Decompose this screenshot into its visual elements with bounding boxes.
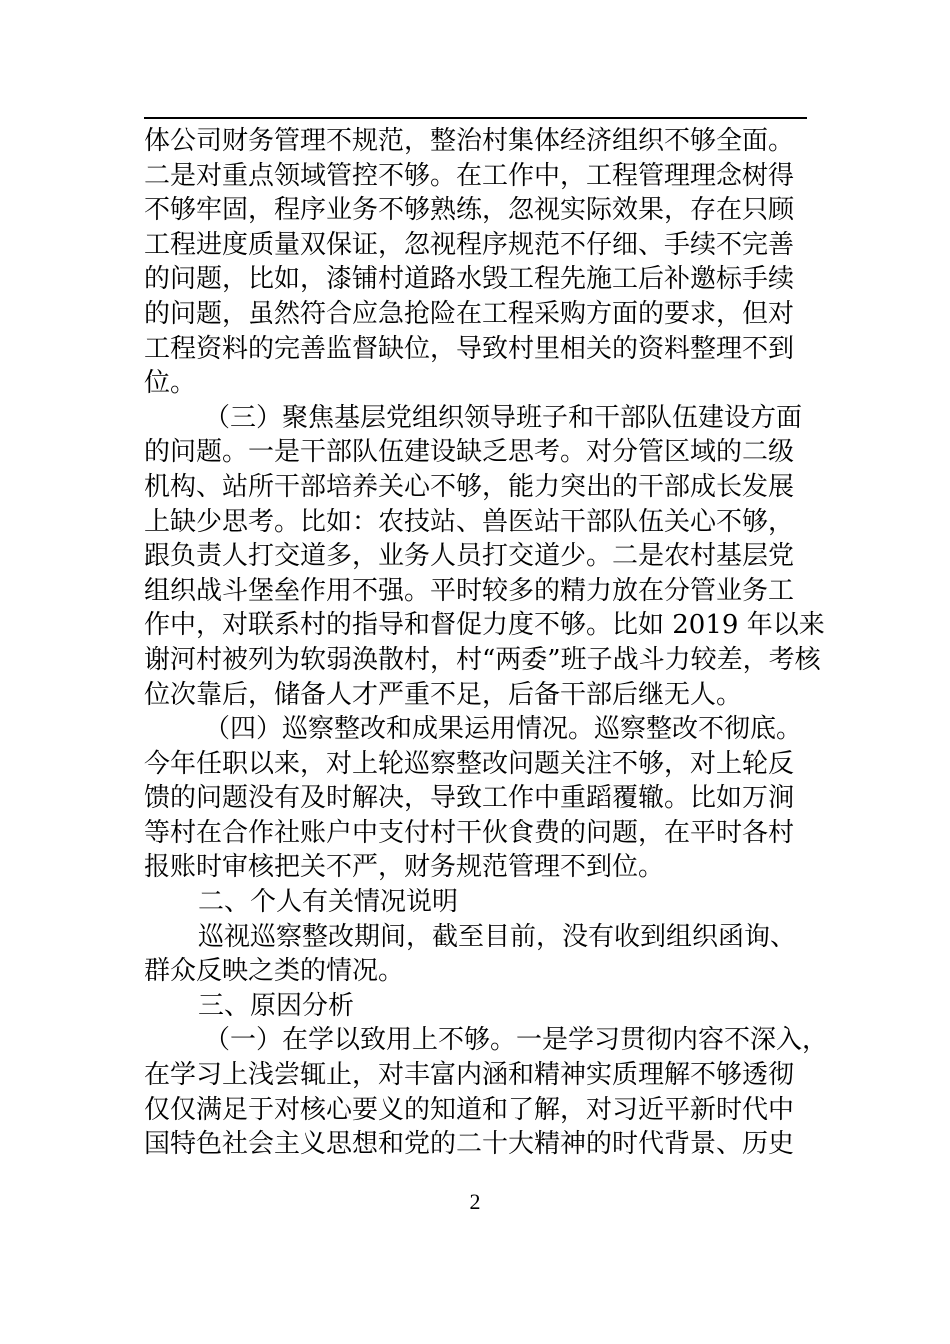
- paragraph-line: 跟负责人打交道多，业务人员打交道少。二是农村基层党: [144, 541, 795, 572]
- paragraph-line: 位。: [144, 368, 197, 399]
- paragraph-line: （一）在学以致用上不够。一是学习贯彻内容不深入，: [204, 1025, 829, 1056]
- paragraph-line: 馈的问题没有及时解决，导致工作中重蹈覆辙。比如万涧: [144, 783, 795, 814]
- section-heading: 三、原因分析: [198, 990, 355, 1021]
- paragraph-line: 机构、站所干部培养关心不够，能力突出的干部成长发展: [144, 471, 795, 502]
- paragraph-line: 的问题，虽然符合应急抢险在工程采购方面的要求，但对: [144, 298, 795, 329]
- paragraph-line: 国特色社会主义思想和党的二十大精神的时代背景、历史: [144, 1129, 795, 1160]
- section-heading: 二、个人有关情况说明: [198, 887, 459, 918]
- paragraph-line: （三）聚焦基层党组织领导班子和干部队伍建设方面: [204, 402, 803, 433]
- paragraph-line: 组织战斗堡垒作用不强。平时较多的精力放在分管业务工: [144, 575, 795, 606]
- paragraph-line: 巡视巡察整改期间，截至目前，没有收到组织函询、: [198, 921, 797, 952]
- paragraph-line: 报账时审核把关不严，财务规范管理不到位。: [144, 852, 665, 883]
- page-number: 2: [469, 1189, 481, 1214]
- paragraph-line: 工程资料的完善监督缺位，导致村里相关的资料整理不到: [144, 333, 795, 364]
- paragraph-line: 作中，对联系村的指导和督促力度不够。比如 2019 年以来: [144, 610, 825, 641]
- paragraph-line: 的问题，比如，漆铺村道路水毁工程先施工后补邀标手续: [144, 264, 795, 295]
- paragraph-line: 体公司财务管理不规范，整治村集体经济组织不够全面。: [144, 126, 795, 156]
- paragraph-line: 今年任职以来，对上轮巡察整改问题关注不够，对上轮反: [144, 748, 795, 779]
- paragraph-line: 等村在合作社账户中支付村干伙食费的问题，在平时各村: [144, 817, 795, 848]
- document-body: [144, 124, 829, 1162]
- paragraph-line: 的问题。一是干部队伍建设缺乏思考。对分管区域的二级: [144, 437, 795, 468]
- paragraph-line: 谢河村被列为软弱涣散村，村“两委”班子战斗力较差，考核: [144, 644, 821, 675]
- paragraph-line: 工程进度质量双保证，忽视程序规范不仔细、手续不完善: [144, 229, 795, 260]
- paragraph-line: 仅仅满足于对核心要义的知道和了解，对习近平新时代中: [144, 1094, 795, 1125]
- paragraph-line: 在学习上浅尝辄止，对丰富内涵和精神实质理解不够透彻: [144, 1060, 795, 1091]
- paragraph-line: （四）巡察整改和成果运用情况。巡察整改不彻底。: [204, 714, 803, 745]
- paragraph-line: 二是对重点领域管控不够。在工作中，工程管理理念树得: [144, 160, 795, 191]
- paragraph-line: 不够牢固，程序业务不够熟练，忽视实际效果，存在只顾: [144, 195, 795, 226]
- paragraph-line: 群众反映之类的情况。: [144, 956, 405, 987]
- paragraph-line: 位次靠后，储备人才严重不足，后备干部后继无人。: [144, 679, 743, 710]
- paragraph-line: 上缺少思考。比如：农技站、兽医站干部队伍关心不够，: [144, 506, 795, 537]
- header-rule: [144, 117, 807, 119]
